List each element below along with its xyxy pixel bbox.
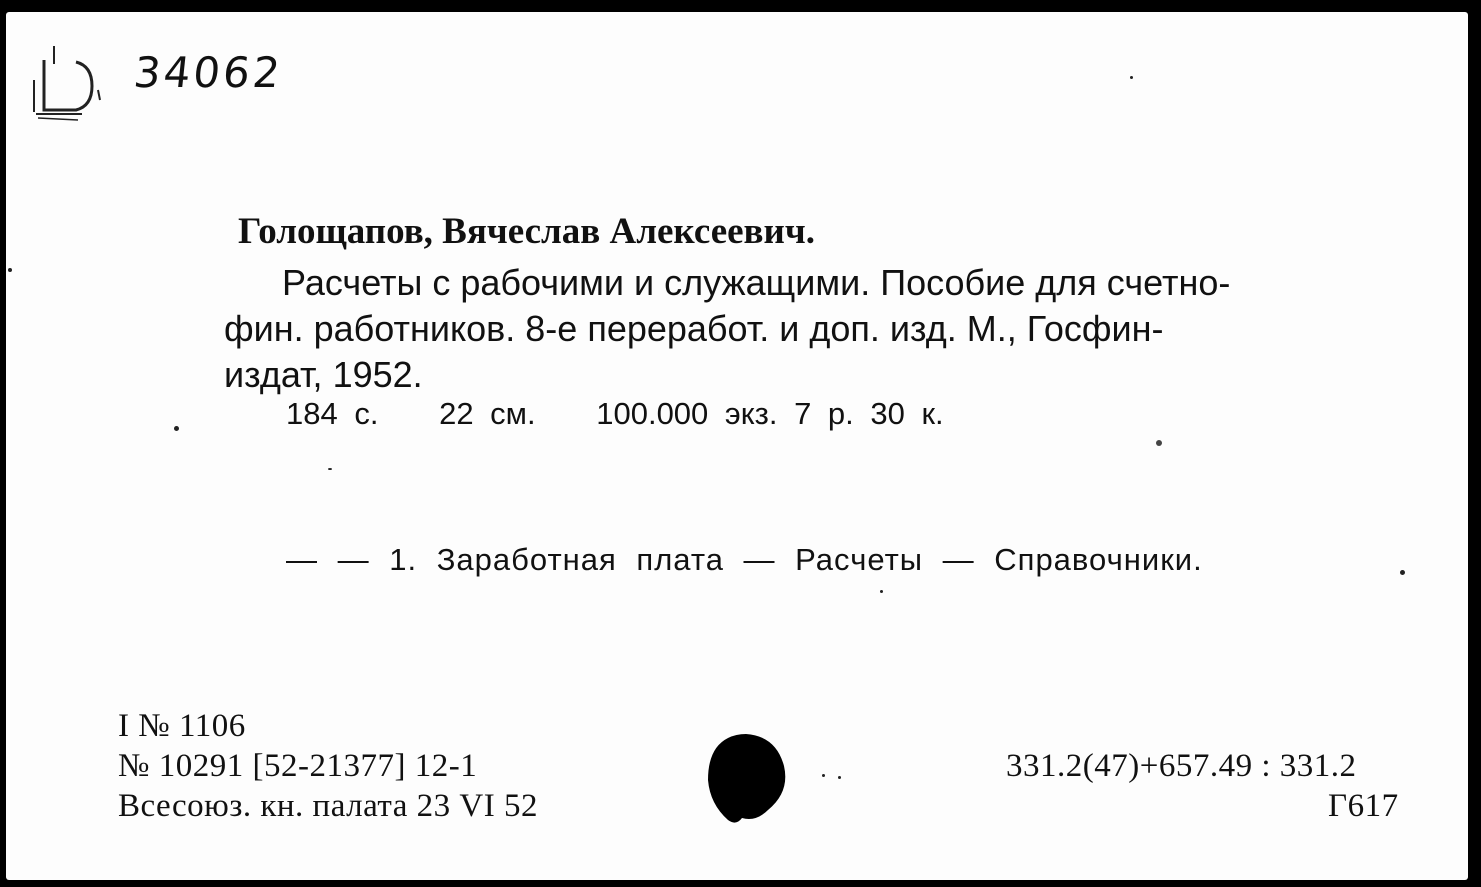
title-line-3: издат, 1952. (224, 354, 423, 395)
cutter-number: Г617 (1328, 788, 1399, 824)
ink-blot-mark (706, 730, 790, 826)
dust-speck (880, 590, 883, 593)
dust-speck (1400, 570, 1405, 575)
classification-code: 331.2(47)+657.49 : 331.2 (1006, 748, 1357, 784)
physical-description (286, 396, 988, 432)
dust-speck (1130, 76, 1133, 79)
dust-speck (8, 268, 12, 272)
catalog-card (6, 12, 1468, 880)
title-line-1: Расчеты с рабочими и служащими. Пособие для счетно- (282, 262, 1231, 303)
dust-speck (1156, 440, 1162, 446)
footer-line-1: I № 1106 (118, 708, 246, 744)
print-run-and-price: 100.000 экз. 7 р. 30 к. (596, 396, 944, 431)
page-count: 184 с. (286, 396, 379, 431)
dust-speck (838, 776, 841, 779)
book-size: 22 см. (439, 396, 536, 431)
author-heading: Голощапов, Вячеслав Алексеевич. (238, 211, 815, 252)
footer-line-3: Всесоюз. кн. палата 23 VI 52 (118, 788, 538, 824)
footer-line-2: № 10291 [52-21377] 12-1 (118, 748, 478, 784)
library-stamp-icon (26, 40, 106, 128)
dust-speck (822, 774, 825, 777)
dust-speck (174, 426, 179, 431)
subject-headings: — — 1. Заработная плата — Расчеты — Справочники. (286, 542, 1203, 577)
title-line-2: фин. работников. 8-е переработ. и доп. изд. М., Госфин- (224, 308, 1164, 349)
dust-speck (328, 468, 332, 470)
handwritten-accession-number: 34062 (131, 48, 286, 97)
